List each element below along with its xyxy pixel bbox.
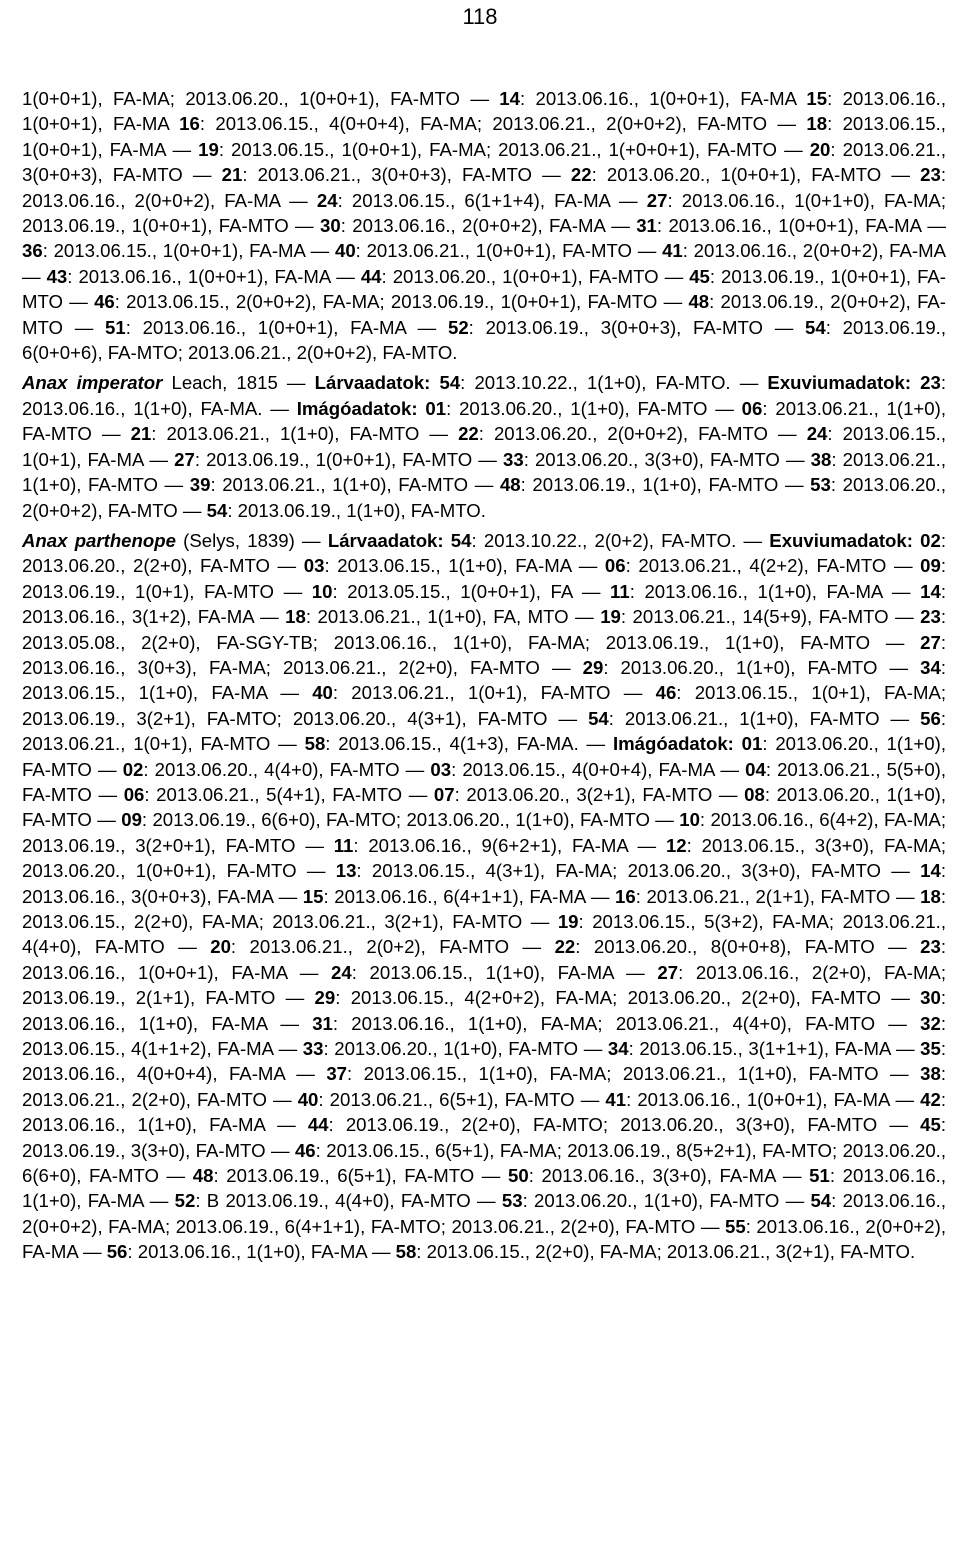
bold-label: 40: [312, 682, 333, 704]
bold-label: 10: [679, 809, 700, 831]
bold-label: Imágóadatok: 01: [612, 733, 763, 755]
bold-label: 18: [806, 113, 828, 135]
page-number: 118: [462, 4, 498, 29]
bold-label: 23: [920, 164, 941, 186]
bold-label: 19: [198, 138, 219, 160]
bold-label: 20: [210, 936, 231, 958]
bold-label: 46: [655, 682, 677, 704]
bold-label: 27: [657, 961, 679, 983]
bold-label: Lárvaadatok: 54: [327, 529, 472, 551]
bold-label: 24: [331, 961, 352, 983]
bold-label: 46: [294, 1139, 316, 1161]
bold-label: 52: [447, 316, 469, 338]
bold-label: 54: [810, 1190, 832, 1212]
bold-label: 42: [920, 1088, 941, 1110]
bold-label: 14: [920, 580, 941, 602]
bold-label: 07: [433, 783, 455, 805]
bold-label: 06: [741, 397, 763, 419]
bold-label: 34: [920, 656, 941, 678]
bold-label: 20: [809, 138, 831, 160]
bold-label: 10: [311, 580, 333, 602]
bold-label: 18: [285, 606, 306, 628]
bold-label: 11: [610, 580, 630, 602]
paragraph-text: (Selys, 1839) — Lárvaadatok: 54: 2013.10.22., 2(0+2), FA-MTO. — Exuviumadatok: 02: 2013.06.20., 2(2+0), FA-MTO — 03: 2013.06.15., 1(1+0), FA-MA — 06: 2013.06.21., 4(2+2), FA-MTO — 09: 2013.06.19., 1(0+1), FA-MTO — 10: 2013.05.15., 1(0+0+1), FA — 11: 2013.06.16., 1(1+0), FA-MA — 14: 2013.06.16., 3(1+2), FA-MA — 18: 2013.06.21., 1(1+0), FA, MTO — 19: 2013.06.21., 14(5+9), FA-MTO — 23: 2013.05.08., 2(2+0), FA-SGY-TB; 2013.06.16., 1(1+0), FA-MA; 2013.06.19., 1(1+0), FA-MTO — 27: 2013.06.16., 3(0+3), FA-MA; 2013.06.21., 2(2+0), FA-MTO — 29: 2013.06.20., 1(1+0), FA-MTO — 34: 2013.06.15., 1(1+0), FA-MA — 40: 2013.06.21., 1(0+1), FA-MTO — 46: 2013.06.15., 1(0+1), FA-MA; 2013.06.19., 3(2+1), FA-MTO; 2013.06.20., 4(3+1), FA-MTO — 54: 2013.06.21., 1(1+0), FA-MTO — 56: 2013.06.21., 1(0+1), FA-MTO — 58: 2013.06.15., 4(1+3), FA-MA. — Imágóadatok: 01: 2013.06.20., 1(1+0), FA-MTO — 02: 2013.06.20., 4(4+0), FA-MTO — 03: 2013.06.15., 4(0+0+4), FA-MA — 04: 2013.06.21., 5(5+0), FA-MTO — 06: 2013.06.21., 5(4+1), FA-MTO — 07: 2013.06.20., 3(2+1), FA-MTO — 08: 2013.06.20., 1(1+0), FA-MTO — 09: 2013.06.19., 6(6+0), FA-MTO; 2013.06.20., 1(1+0), FA-MTO — 10: 2013.06.16., 6(4+2), FA-MA; 2013.06.19., 3(2+0+1), FA-MTO — 11: 2013.06.16., 9(6+2+1), FA-MA — 12: 2013.06.15., 3(3+0), FA-MA; 2013.06.20., 1(0+0+1), FA-MTO — 13: 2013.06.15., 4(3+1), FA-MA; 2013.06.20., 3(3+0), FA-MTO — 14: 2013.06.16., 3(0+0+3), FA-MA — 15: 2013.06.16., 6(4+1+1), FA-MA — 16: 2013.06.21., 2(1+1), FA-MTO — 18: 2013.06.15., 2(2+0), FA-MA; 2013.06.21., 3(2+1), FA-MTO — 19: 2013.06.15., 5(3+2), FA-MA; 2013.06.21., 4(4+0), FA-MTO — 20: 2013.06.21., 2(0+2), FA-MTO — 22: 2013.06.20., 8(0+0+8), FA-MTO — 23: 2013.06.16., 1(0+0+1), FA-MA — 24: 2013.06.15., 1(1+0), FA-MA — 27: 2013.06.16., 2(2+0), FA-MA; 2013.06.19., 2(1+1), FA-MTO — 29: 2013.06.15., 4(2+0+2), FA-MA; 2013.06.20., 2(2+0), FA-MTO — 30: 2013.06.16., 1(1+0), FA-MA — 31: 2013.06.16., 1(1+0), FA-MA; 2013.06.21., 4(4+0), FA-MTO — 32: 2013.06.15., 4(1+1+2), FA-MA — 33: 2013.06.20., 1(1+0), FA-MTO — 34: 2013.06.15., 3(1+1+1), FA-MA — 35: 2013.06.16., 4(0+0+4), FA-MA — 37: 2013.06.15., 1(1+0), FA-MA; 2013.06.21., 1(1+0), FA-MTO — 38: 2013.06.21., 2(2+0), FA-MTO — 40: 2013.06.21., 6(5+1), FA-MTO — 41: 2013.06.16., 1(0+0+1), FA-MA — 42: 2013.06.16., 1(1+0), FA-MA — 44: 2013.06.19., 2(2+0), FA-MTO; 2013.06.20., 3(3+0), FA-MTO — 45: 2013.06.19., 3(3+0), FA-MTO — 46: 2013.06.15., 6(5+1), FA-MA; 2013.06.19., 8(5+2+1), FA-MTO; 2013.06.20., 6(6+0), FA-MTO — 48: 2013.06.19., 6(5+1), FA-MTO — 50: 2013.06.16., 3(3+0), FA-MA — 51: 2013.06.16., 1(1+0), FA-MA — 52: B 2013.06.19., 4(4+0), FA-MTO — 53: 2013.06.20., 1(1+0), FA-MTO — 54: 2013.06.16., 2(0+0+2), FA-MA; 2013.06.19., 6(4+1+1), FA-MTO; 2013.06.21., 2(2+0), FA-MTO — 55: 2013.06.16., 2(0+0+2), FA-MA — 56: 2013.06.16., 1(1+0), FA-MA — 58: 2013.06.15., 2(2+0), FA-MA; 2013.06.21., 3(2+1), FA-MTO.: [22, 529, 947, 1263]
bold-label: 39: [189, 474, 211, 496]
bold-label: 44: [307, 1114, 329, 1136]
bold-label: 23: [920, 936, 941, 958]
bold-label: 37: [326, 1063, 348, 1085]
species-name: Anax parthenope: [22, 529, 176, 551]
bold-label: 45: [689, 265, 710, 287]
bold-label: 44: [360, 265, 382, 287]
bold-label: Imágóadatok: 01: [296, 397, 447, 419]
paragraph-continuation: [22, 86, 946, 365]
bold-label: Exuviumadatok: 02: [769, 529, 941, 551]
bold-label: 55: [725, 1215, 746, 1237]
bold-label: 29: [582, 656, 604, 678]
bold-label: 14: [499, 88, 520, 109]
bold-label: 41: [662, 240, 683, 262]
bold-label: 27: [174, 448, 195, 470]
bold-label: 03: [303, 555, 325, 577]
bold-label: 35: [920, 1038, 941, 1060]
bold-label: 22: [458, 423, 479, 445]
bold-label: 30: [920, 987, 941, 1009]
bold-label: 40: [334, 240, 356, 262]
bold-label: 38: [920, 1063, 941, 1085]
species-name: Anax imperator: [22, 372, 163, 394]
bold-label: 31: [312, 1012, 333, 1034]
bold-label: 22: [570, 164, 592, 186]
bold-label: 34: [607, 1038, 629, 1060]
bold-label: 21: [130, 423, 152, 445]
bold-label: 06: [123, 783, 145, 805]
bold-label: 41: [605, 1088, 627, 1110]
bold-label: 54: [805, 316, 826, 338]
document-body: [22, 86, 946, 1265]
bold-label: 45: [920, 1114, 941, 1136]
paragraph-text: 1(0+0+1), FA-MA; 2013.06.20., 1(0+0+1), FA-MTO — 14: 2013.06.16., 1(0+0+1), FA-MA 15: 2013.06.16., 1(0+0+1), FA-MA 16: 2013.06.15., 4(0+0+4), FA-MA; 2013.06.21., 2(0+0+2), FA-MTO — 18: 2013.06.15., 1(0+0+1), FA-MA — 19: 2013.06.15., 1(0+0+1), FA-MA; 2013.06.21., 1(+0+0+1), FA-MTO — 20: 2013.06.21., 3(0+0+3), FA-MTO — 21: 2013.06.21., 3(0+0+3), FA-MTO — 22: 2013.06.20., 1(0+0+1), FA-MTO — 23: 2013.06.16., 2(0+0+2), FA-MA — 24: 2013.06.15., 6(1+1+4), FA-MA — 27: 2013.06.16., 1(0+1+0), FA-MA; 2013.06.19., 1(0+0+1), FA-MTO — 30: 2013.06.16., 2(0+0+2), FA-MA — 31: 2013.06.16., 1(0+0+1), FA-MA — 36: 2013.06.15., 1(0+0+1), FA-MA — 40: 2013.06.21., 1(0+0+1), FA-MTO — 41: 2013.06.16., 2(0+0+2), FA-MA — 43: 2013.06.16., 1(0+0+1), FA-MA — 44: 2013.06.20., 1(0+0+1), FA-MTO — 45: 2013.06.19., 1(0+0+1), FA-MTO — 46: 2013.06.15., 2(0+0+2), FA-MA; 2013.06.19., 1(0+0+1), FA-MTO — 48: 2013.06.19., 2(0+0+2), FA-MTO — 51: 2013.06.16., 1(0+0+1), FA-MA — 52: 2013.06.19., 3(0+0+3), FA-MTO — 54: 2013.06.19., 6(0+0+6), FA-MTO; 2013.06.21., 2(0+0+2), FA-MTO.: [22, 88, 947, 364]
bold-label: 40: [297, 1088, 319, 1110]
bold-label: 58: [395, 1241, 417, 1263]
bold-label: 53: [810, 474, 831, 496]
bold-label: 15: [806, 88, 828, 109]
bold-label: 08: [744, 783, 765, 805]
bold-label: 48: [192, 1165, 214, 1187]
bold-label: 36: [22, 240, 43, 262]
bold-label: 03: [430, 758, 452, 780]
bold-label: 12: [665, 834, 687, 856]
bold-label: 09: [920, 555, 941, 577]
bold-label: 14: [920, 860, 941, 882]
bold-label: 43: [46, 265, 68, 287]
bold-label: Lárvaadatok: 54: [314, 372, 461, 394]
bold-label: 19: [600, 606, 621, 628]
bold-label: 27: [920, 631, 941, 653]
bold-label: 46: [94, 291, 115, 313]
bold-label: 23: [920, 606, 941, 628]
bold-label: 33: [302, 1038, 324, 1060]
bold-label: 51: [809, 1165, 830, 1187]
bold-label: 13: [335, 860, 357, 882]
bold-label: 50: [508, 1165, 529, 1187]
bold-label: 56: [920, 707, 941, 729]
bold-label: 52: [174, 1190, 196, 1212]
bold-label: 54: [206, 499, 228, 521]
bold-label: 48: [688, 291, 710, 313]
bold-label: 04: [745, 758, 766, 780]
bold-label: 16: [615, 885, 636, 907]
bold-label: 11: [333, 834, 354, 856]
paragraph-anax-parthenope: [22, 528, 946, 1265]
bold-label: 32: [920, 1012, 941, 1034]
paragraph-text: Leach, 1815 — Lárvaadatok: 54: 2013.10.22., 1(1+0), FA-MTO. — Exuviumadatok: 23: 2013.06.16., 1(1+0), FA-MA. — Imágóadatok: 01: 2013.06.20., 1(1+0), FA-MTO — 06: 2013.06.21., 1(1+0), FA-MTO — 21: 2013.06.21., 1(1+0), FA-MTO — 22: 2013.06.20., 2(0+0+2), FA-MTO — 24: 2013.06.15., 1(0+1), FA-MA — 27: 2013.06.19., 1(0+0+1), FA-MTO — 33: 2013.06.20., 3(3+0), FA-MTO — 38: 2013.06.21., 1(1+0), FA-MTO — 39: 2013.06.21., 1(1+0), FA-MTO — 48: 2013.06.19., 1(1+0), FA-MTO — 53: 2013.06.20., 2(0+0+2), FA-MTO — 54: 2013.06.19., 1(1+0), FA-MTO.: [22, 372, 947, 521]
bold-label: 30: [320, 215, 341, 237]
bold-label: 53: [501, 1190, 523, 1212]
bold-label: 56: [106, 1241, 128, 1263]
bold-label: 21: [221, 164, 243, 186]
bold-label: 18: [920, 885, 941, 907]
bold-label: 22: [554, 936, 576, 958]
bold-label: 16: [179, 113, 200, 135]
paragraph-anax-imperator: [22, 370, 946, 522]
bold-label: 02: [122, 758, 144, 780]
bold-label: 24: [316, 189, 338, 211]
bold-label: 31: [636, 215, 657, 237]
bold-label: 09: [121, 809, 142, 831]
bold-label: 06: [604, 555, 626, 577]
bold-label: 51: [105, 316, 126, 338]
bold-label: 24: [806, 423, 828, 445]
bold-label: 19: [557, 911, 579, 932]
bold-label: 27: [646, 189, 668, 211]
bold-label: 33: [503, 448, 524, 470]
bold-label: 38: [810, 448, 832, 470]
bold-label: Exuviumadatok: 23: [767, 372, 941, 394]
bold-label: 29: [314, 987, 336, 1009]
bold-label: 48: [499, 474, 521, 496]
bold-label: 58: [304, 733, 326, 755]
bold-label: 54: [588, 707, 609, 729]
bold-label: 15: [302, 885, 324, 907]
